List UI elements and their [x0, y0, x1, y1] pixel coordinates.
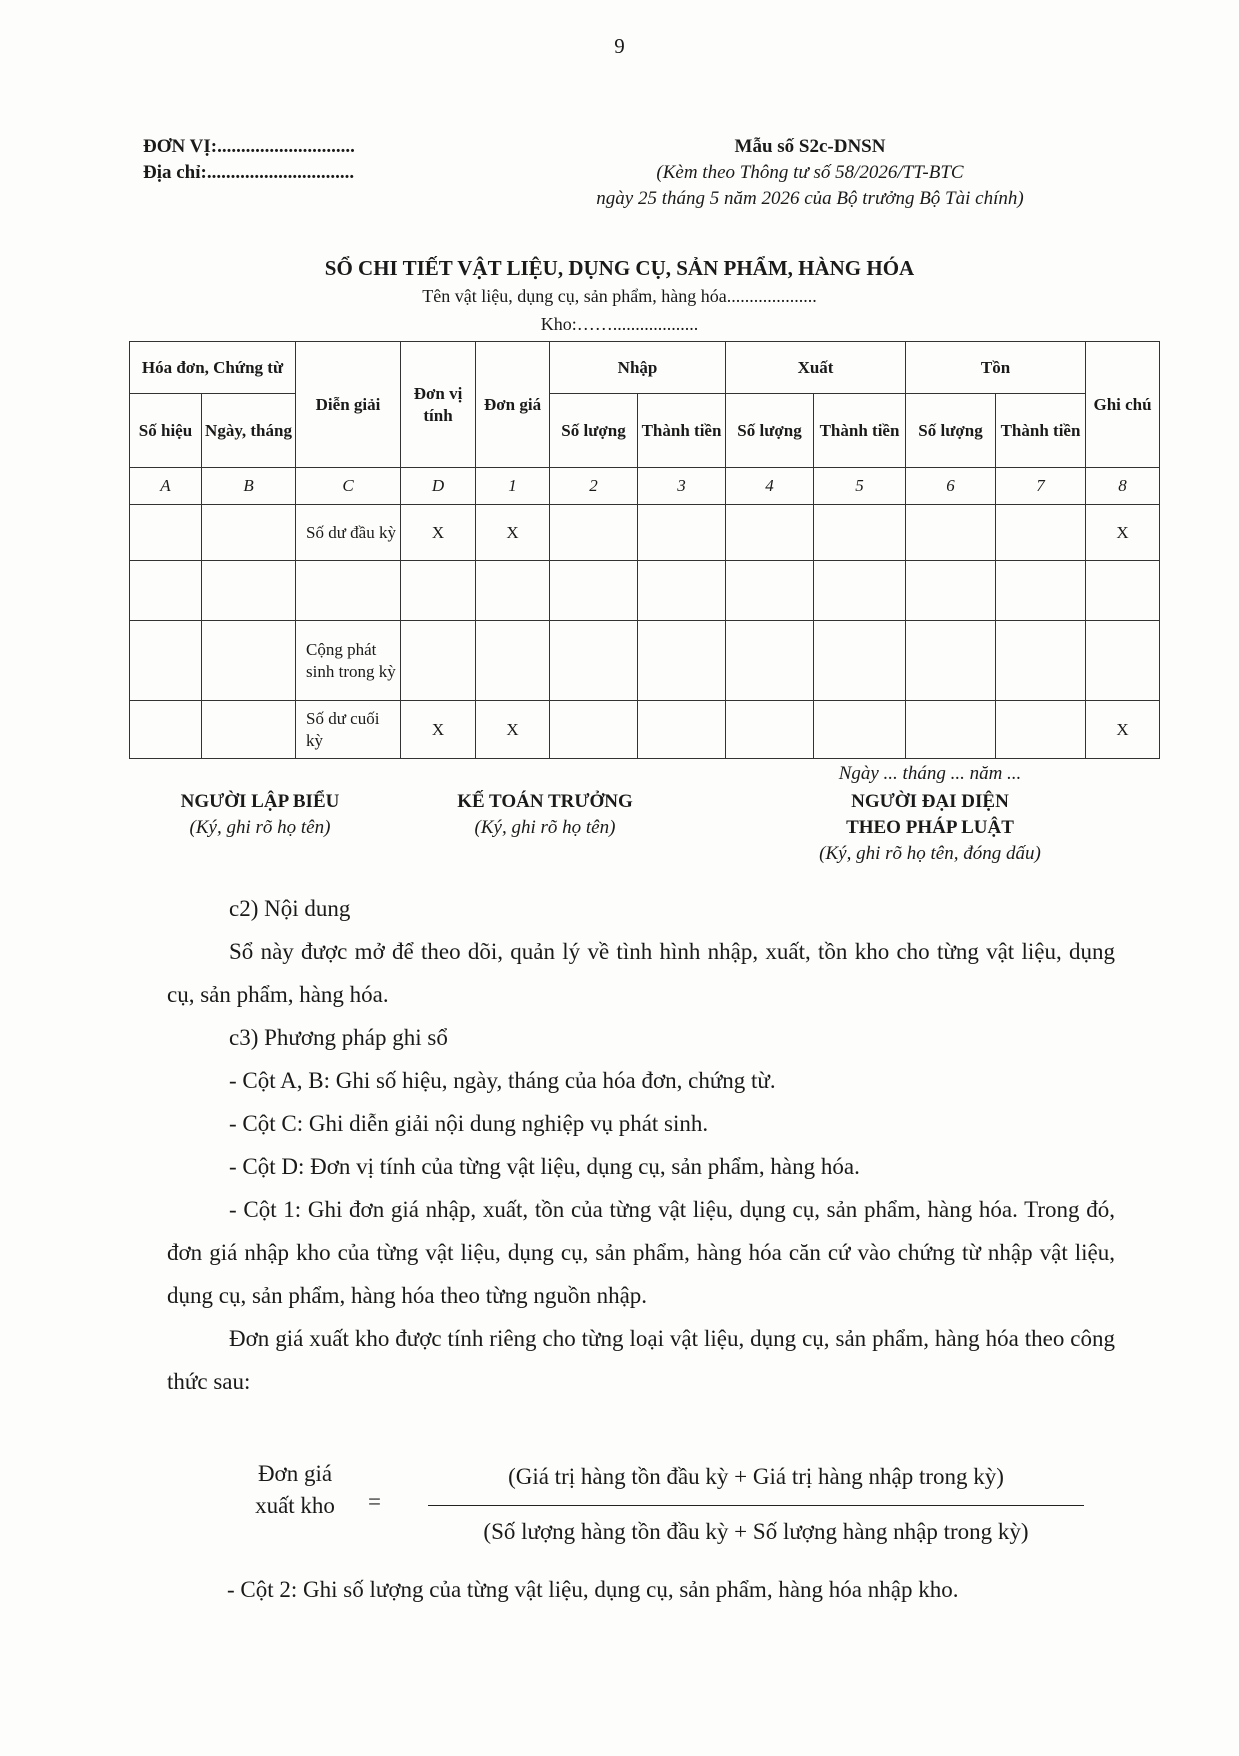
header-date: Ngày, tháng — [202, 394, 296, 468]
form-ref-line-2: ngày 25 tháng 5 năm 2026 của Bộ trưởng Bộ Tài chính) — [596, 188, 1024, 209]
unit-header — [143, 134, 355, 186]
header-number: Số hiệu — [130, 394, 202, 468]
x-mark: X — [476, 505, 550, 561]
header-stock-qty: Số lượng — [906, 394, 996, 468]
col-index: A — [130, 468, 202, 505]
period-total-label: Cộng phát sinh trong kỳ — [296, 621, 401, 701]
col-index: D — [401, 468, 476, 505]
formula-lhs-line-2: xuất kho — [255, 1493, 335, 1518]
header-issue: Xuất — [726, 342, 906, 394]
legal-rep-title-2: THEO PHÁP LUẬT — [846, 817, 1014, 838]
x-mark: X — [476, 701, 550, 759]
preparer-signature — [140, 789, 380, 841]
table-row-opening — [130, 505, 1160, 561]
col-ab-rule: - Cột A, B: Ghi số hiệu, ngày, tháng của hóa đơn, chứng từ. — [229, 1068, 776, 1093]
col-index: 8 — [1086, 468, 1160, 505]
book-title: SỔ CHI TIẾT VẬT LIỆU, DỤNG CỤ, SẢN PHẨM, HÀNG HÓA — [324, 256, 915, 280]
accountant-title: KẾ TOÁN TRƯỞNG — [457, 791, 633, 812]
ledger-table — [129, 341, 1160, 759]
legal-rep-title-1: NGƯỜI ĐẠI DIỆN — [851, 791, 1009, 812]
formula-fraction-bar — [428, 1505, 1084, 1506]
col-index: C — [296, 468, 401, 505]
closing-balance-label: Số dư cuối kỳ — [296, 701, 401, 759]
x-mark: X — [1086, 505, 1160, 561]
form-reference — [520, 134, 1100, 212]
c2-heading: c2) Nội dung — [229, 896, 351, 921]
col-2-rule: - Cột 2: Ghi số lượng của từng vật liệu, dụng cụ, sản phẩm, hàng hóa nhập kho. — [227, 1577, 959, 1602]
address-label: Địa chỉ:............................... — [143, 162, 355, 183]
page-number: 9 — [614, 34, 625, 58]
price-intro: Đơn giá xuất kho được tính riêng cho từng loại vật liệu, dụng cụ, sản phẩm, hàng hóa theo công thức sau: — [167, 1326, 1115, 1394]
warehouse-line: Kho:……................... — [540, 314, 699, 334]
header-receipt: Nhập — [550, 342, 726, 394]
col-c-rule: - Cột C: Ghi diễn giải nội dung nghiệp vụ phát sinh. — [229, 1111, 709, 1136]
header-stock: Tồn — [906, 342, 1086, 394]
content-section — [167, 887, 1115, 1403]
col-index: B — [202, 468, 296, 505]
preparer-note: (Ký, ghi rõ họ tên) — [189, 817, 331, 838]
accountant-note: (Ký, ghi rõ họ tên) — [474, 817, 616, 838]
col-index: 7 — [996, 468, 1086, 505]
header-issue-amount: Thành tiền — [814, 394, 906, 468]
column-index-row — [130, 468, 1160, 505]
preparer-title: NGƯỜI LẬP BIỂU — [180, 791, 340, 812]
col-index: 1 — [476, 468, 550, 505]
col-index: 2 — [550, 468, 638, 505]
signature-date-line: Ngày ... tháng ... năm ... — [838, 763, 1022, 784]
legal-rep-note: (Ký, ghi rõ họ tên, đóng dấu) — [819, 843, 1041, 864]
x-mark: X — [401, 701, 476, 759]
col-2-section — [167, 1568, 1115, 1611]
col-1-rule: - Cột 1: Ghi đơn giá nhập, xuất, tồn của từng vật liệu, dụng cụ, sản phẩm, hàng hóa. Trong đó, đơn giá nhập kho của từng vật liệu, dụng cụ, sản phẩm, hàng hóa căn cứ vào chứng từ nhập vật liệu, dụng cụ, sản phẩm, hàng hóa theo từng nguồn nhập. — [167, 1197, 1115, 1308]
x-mark: X — [401, 505, 476, 561]
accountant-signature — [415, 789, 675, 841]
table-row-total — [130, 621, 1160, 701]
header-invoice: Hóa đơn, Chứng từ — [130, 342, 296, 394]
form-code: Mẫu số S2c-DNSN — [734, 136, 886, 157]
formula-equals: = — [368, 1489, 381, 1514]
unit-label: ĐƠN VỊ:............................. — [143, 136, 355, 157]
c2-paragraph: Sổ này được mở để theo dõi, quản lý về tình hình nhập, xuất, tồn kho cho từng vật liệu, dụng cụ, sản phẩm, hàng hóa. — [167, 939, 1115, 1007]
formula-lhs-line-1: Đơn giá — [257, 1461, 333, 1486]
opening-balance-label: Số dư đầu kỳ — [296, 505, 401, 561]
col-index: 5 — [814, 468, 906, 505]
formula-lhs — [240, 1458, 350, 1522]
header-unit-price: Đơn giá — [476, 342, 550, 468]
header-issue-qty: Số lượng — [726, 394, 814, 468]
header-stock-amount: Thành tiền — [996, 394, 1086, 468]
col-d-rule: - Cột D: Đơn vị tính của từng vật liệu, dụng cụ, sản phẩm, hàng hóa. — [229, 1154, 860, 1179]
header-unit: Đơn vị tính — [401, 342, 476, 468]
formula-denominator: (Số lượng hàng tồn đầu kỳ + Số lượng hàng nhập trong kỳ) — [483, 1519, 1029, 1544]
col-index: 6 — [906, 468, 996, 505]
table-row-blank — [130, 561, 1160, 621]
table-row-closing — [130, 701, 1160, 759]
form-ref-line-1: (Kèm theo Thông tư số 58/2026/TT-BTC — [656, 162, 964, 183]
c3-heading: c3) Phương pháp ghi sổ — [229, 1025, 448, 1050]
formula-numerator: (Giá trị hàng tồn đầu kỳ + Giá trị hàng nhập trong kỳ) — [508, 1464, 1004, 1489]
col-index: 3 — [638, 468, 726, 505]
x-mark: X — [1086, 701, 1160, 759]
legal-rep-signature — [760, 789, 1100, 867]
item-name-line: Tên vật liệu, dụng cụ, sản phẩm, hàng hóa.................... — [422, 286, 817, 306]
header-description: Diễn giải — [296, 342, 401, 468]
header-receipt-amount: Thành tiền — [638, 394, 726, 468]
col-index: 4 — [726, 468, 814, 505]
header-receipt-qty: Số lượng — [550, 394, 638, 468]
header-note: Ghi chú — [1086, 342, 1160, 468]
